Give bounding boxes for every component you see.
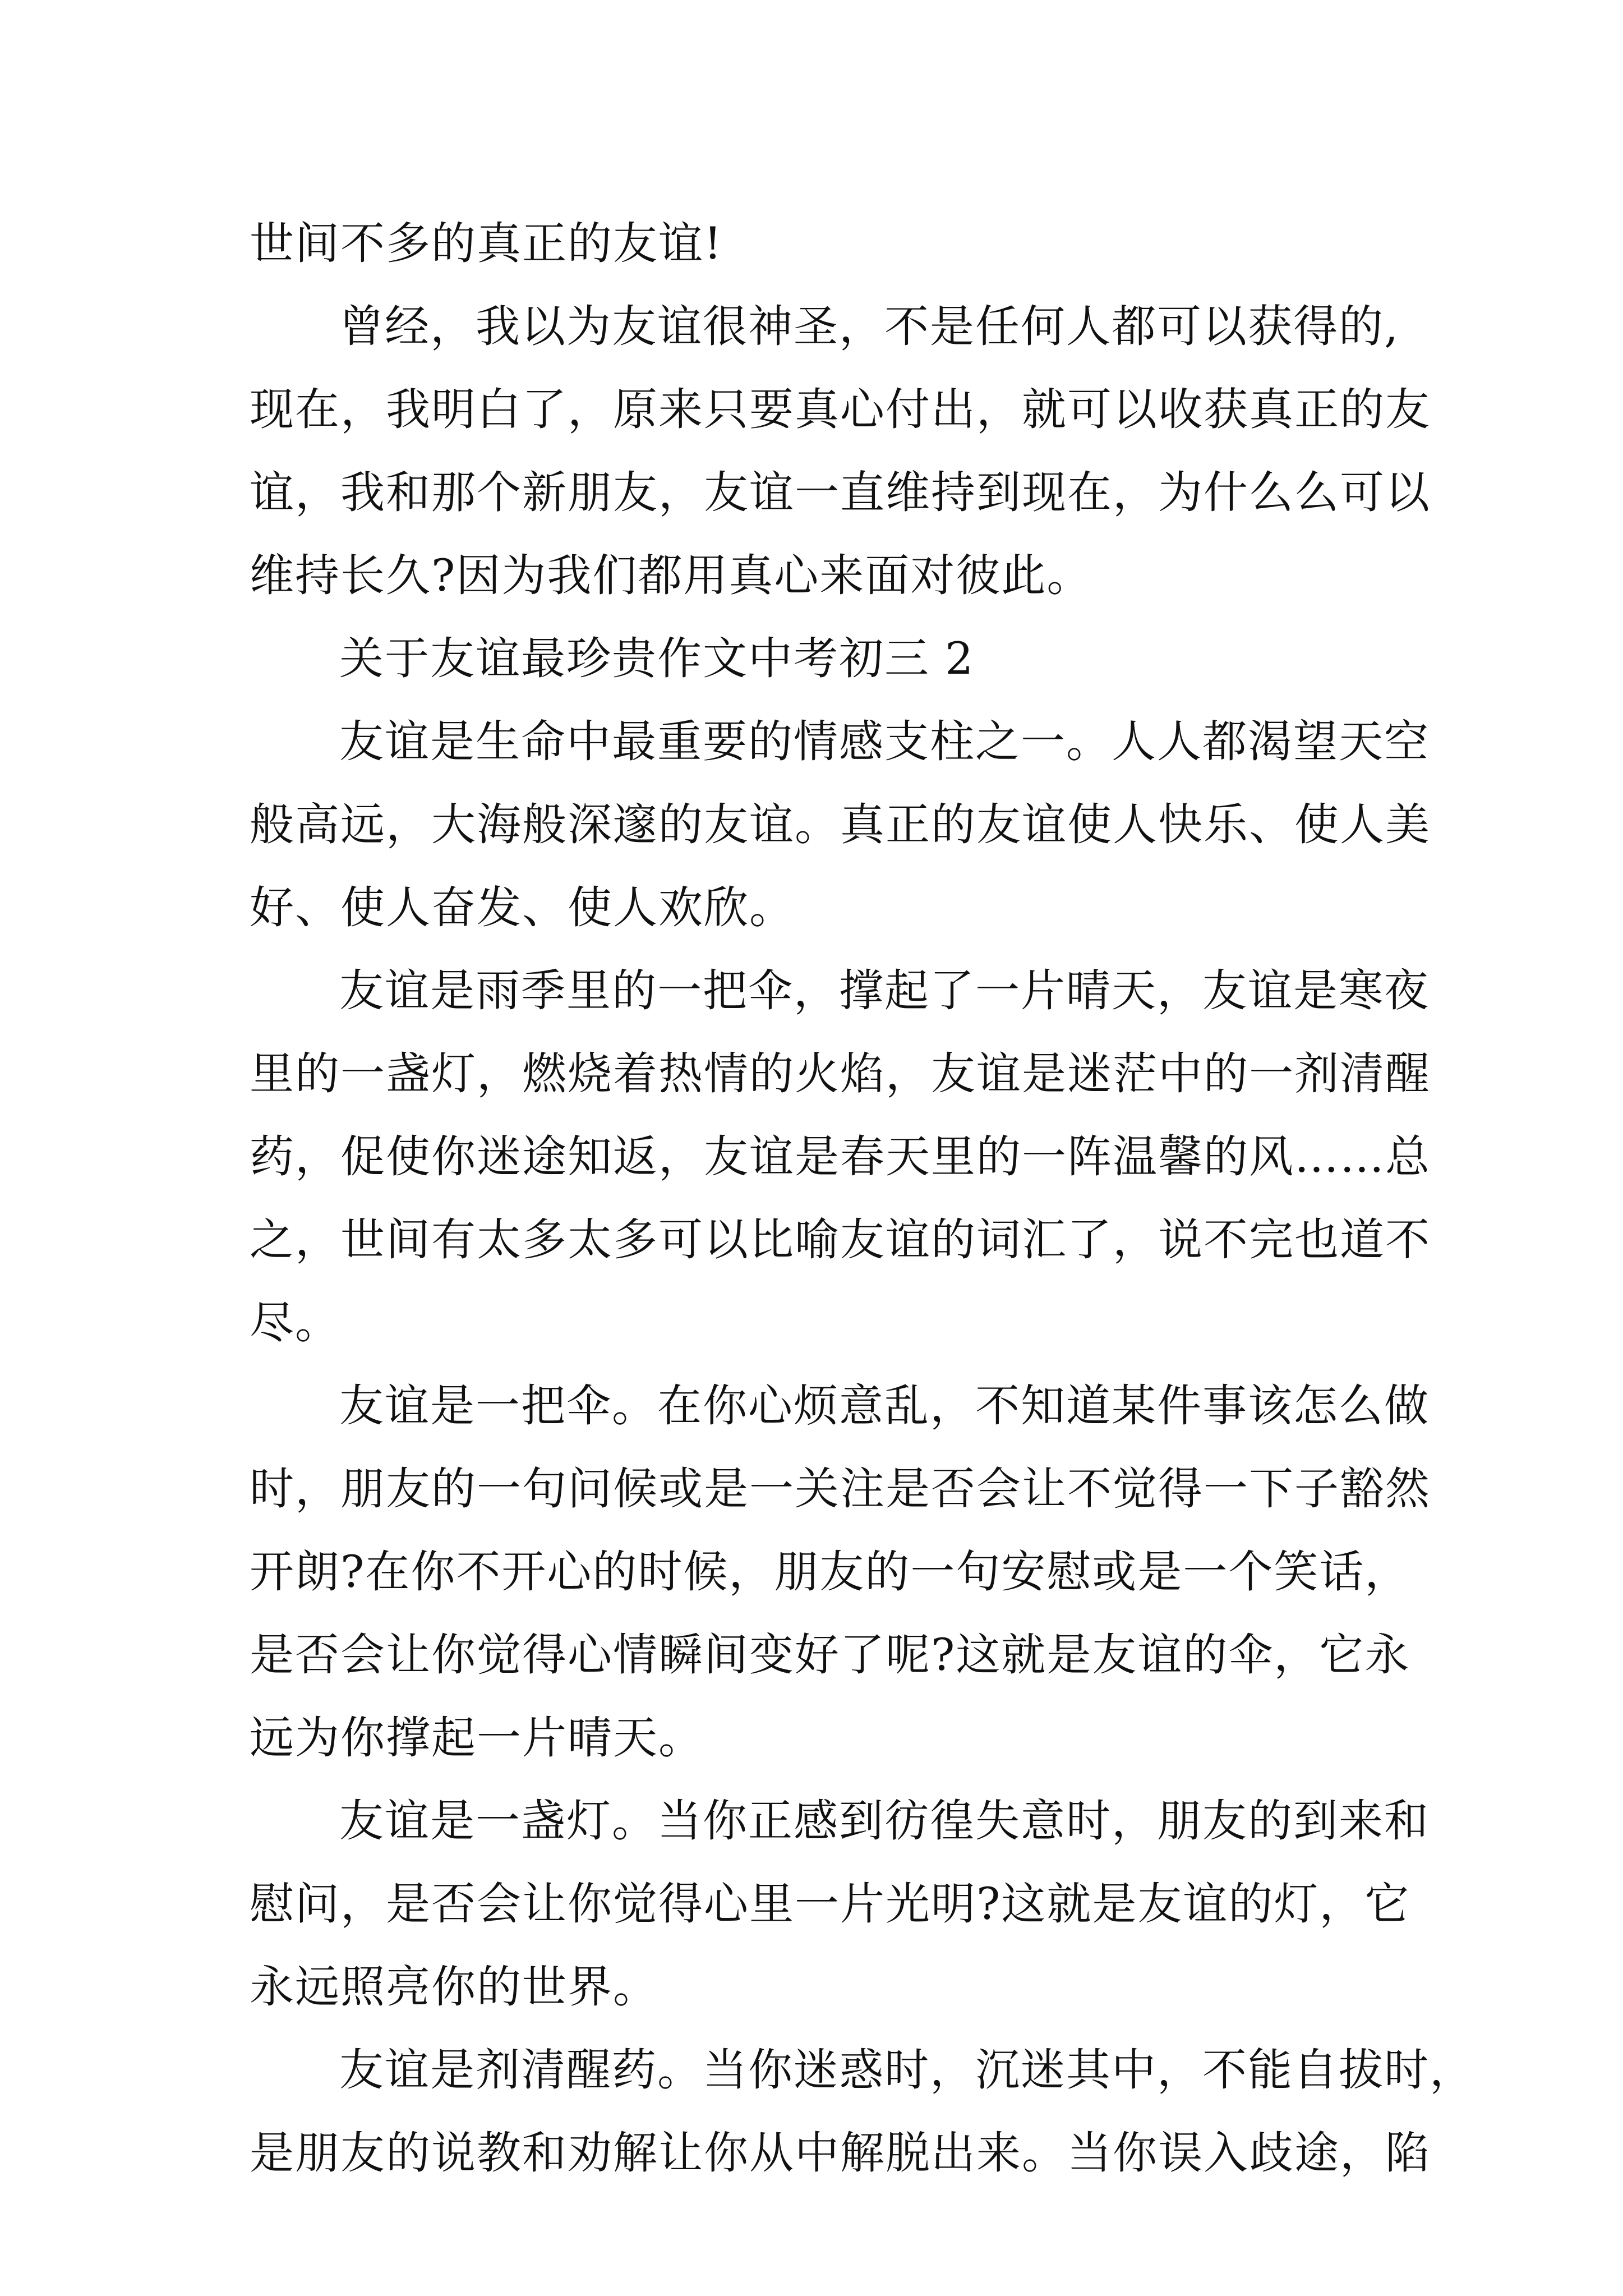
text-line: 好、使人奋发、使人欢欣。 <box>250 882 795 933</box>
text-line: 药，促使你迷途知返，友谊是春天里的一阵温馨的风……总 <box>250 1131 1431 1182</box>
text-line: 里的一盏灯，燃烧着热情的火焰，友谊是迷茫中的一剂清醒 <box>250 1048 1431 1099</box>
paragraph-start-line: 曾经，我以为友谊很神圣，不是任何人都可以获得的, <box>339 301 1400 352</box>
text-line: 永远照亮你的世界。 <box>250 1961 658 2013</box>
paragraph-start-line: 友谊是一把伞。在你心烦意乱，不知道某件事该怎么做 <box>339 1380 1430 1432</box>
text-line: 是否会让你觉得心情瞬间变好了呢?这就是友谊的伞，它永 <box>250 1629 1410 1681</box>
text-line: 是朋友的说教和劝解让你从中解脱出来。当你误入歧途，陷 <box>250 2127 1431 2179</box>
text-line: 维持长久?因为我们都用真心来面对彼此。 <box>250 550 1092 601</box>
text-line: 谊，我和那个新朋友，友谊一直维持到现在，为什么么可以 <box>250 467 1431 518</box>
text-line: 时，朋友的一句问候或是一关注是否会让不觉得一下子豁然 <box>250 1463 1431 1515</box>
text-line: 开朗?在你不开心的时候，朋友的一句安慰或是一个笑话， <box>250 1546 1410 1598</box>
text-line: 尽。 <box>250 1297 340 1349</box>
text-line: 之，世间有太多太多可以比喻友谊的词汇了，说不完也道不 <box>250 1214 1431 1266</box>
text-line: 般高远，大海般深邃的友谊。真正的友谊使人快乐、使人美 <box>250 799 1431 850</box>
text-line: 现在，我明白了，原来只要真心付出，就可以收获真正的友 <box>250 384 1431 435</box>
text-line: 世间不多的真正的友谊! <box>250 218 723 269</box>
section-heading: 关于友谊最珍贵作文中考初三 2 <box>339 633 975 684</box>
paragraph-start-line: 友谊是剂清醒药。当你迷惑时，沉迷其中，不能自拔时， <box>339 2044 1475 2096</box>
paragraph-start-line: 友谊是一盏灯。当你正感到彷徨失意时，朋友的到来和 <box>339 1795 1430 1847</box>
text-line: 慰问，是否会让你觉得心里一片光明?这就是友谊的灯，它 <box>250 1878 1410 1930</box>
text-line: 远为你撑起一片晴天。 <box>250 1712 704 1764</box>
paragraph-start-line: 友谊是雨季里的一把伞，撑起了一片晴天，友谊是寒夜 <box>339 965 1430 1016</box>
paragraph-start-line: 友谊是生命中最重要的情感支柱之一。人人都渴望天空 <box>339 716 1430 767</box>
essay-body <box>250 202 1475 2194</box>
